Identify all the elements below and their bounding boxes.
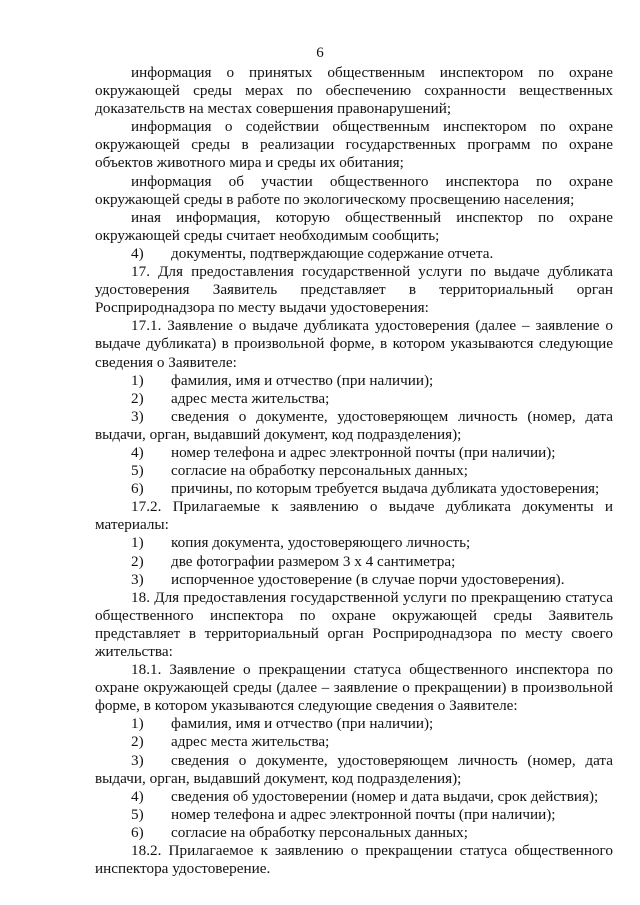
document-body: [95, 64, 613, 878]
list-item-text: испорченное удостоверение (в случае порчи удостоверения).: [171, 570, 565, 588]
list-item-number: 2): [131, 389, 144, 407]
list-item-text: причины, по которым требуется выдача дубликата удостоверения;: [171, 480, 600, 498]
page-number: 6: [316, 45, 324, 61]
paragraph: 17.2. Прилагаемые к заявлению о выдаче дубликата документы и материалы:: [95, 498, 613, 534]
paragraph: иная информация, которую общественный инспектор по охране окружающей среды считает необходимым сообщить;: [95, 208, 613, 244]
list-item: [95, 462, 613, 480]
list-item-text: согласие на обработку персональных данных;: [171, 823, 468, 841]
list-item: [95, 372, 613, 390]
list-item: [95, 553, 613, 571]
list-item: [95, 824, 613, 842]
list-item-text: номер телефона и адрес электронной почты (при наличии);: [171, 805, 556, 823]
list-item-text: документы, подтверждающие содержание отчета.: [171, 244, 494, 262]
list-item-text: адрес места жительства;: [171, 733, 330, 751]
list-item: [95, 733, 613, 751]
list-item-number: 4): [131, 443, 144, 461]
list-item-text: сведения об удостоверении (номер и дата выдачи, срок действия);: [171, 787, 599, 805]
list-item: [95, 534, 613, 552]
list-item-number: 3): [131, 570, 144, 588]
list-item: [95, 752, 613, 788]
paragraph: 18.2. Прилагаемое к заявлению о прекращении статуса общественного инспектора удостоверение.: [95, 842, 613, 878]
list-item-number: 1): [131, 371, 144, 389]
list-item-number: 5): [131, 462, 144, 480]
list-item-number: 3): [131, 407, 144, 425]
list-item-number: 1): [131, 534, 144, 552]
list-item-number: 3): [131, 751, 144, 769]
paragraph: информация о принятых общественным инспектором по охране окружающей среды мерах по обеспечению сохранности вещественных доказательств на местах совершения правонарушений;: [95, 64, 613, 118]
list-item: [95, 444, 613, 462]
list-item-text: согласие на обработку персональных данных;: [171, 462, 468, 480]
list-item-text: копия документа, удостоверяющего личность;: [171, 534, 471, 552]
list-item: [95, 806, 613, 824]
list-item: [95, 571, 613, 589]
list-item: [95, 715, 613, 733]
list-item-text: фамилия, имя и отчество (при наличии);: [171, 371, 434, 389]
list-item-text: сведения о документе, удостоверяющем личность (номер, дата выдачи, орган, выдавший документ, код подразделения);: [95, 751, 613, 787]
paragraph: 18. Для предоставления государственной услуги по прекращению статуса общественного инспектора по охране окружающей среды Заявитель представляет в территориальный орган Росприроднадзора по месту своего жительства:: [95, 588, 613, 660]
list-item: [95, 390, 613, 408]
list-item-number: 4): [131, 787, 144, 805]
paragraph: информация о содействии общественным инспектором по охране окружающей среды в реализации государственных программ по охране объектов животного мира и среды их обитания;: [95, 118, 613, 172]
list-item: [95, 408, 613, 444]
list-item: [95, 788, 613, 806]
list-item-number: 2): [131, 552, 144, 570]
list-item-number: 1): [131, 715, 144, 733]
list-item-text: фамилия, имя и отчество (при наличии);: [171, 715, 434, 733]
list-item-text: адрес места жительства;: [171, 389, 330, 407]
list-item-number: 4): [131, 244, 144, 262]
paragraph: 17. Для предоставления государственной услуги по выдаче дубликата удостоверения Заявитель представляет в территориальный орган Росприроднадзора по месту выдачи удостоверения:: [95, 263, 613, 317]
list-item-number: 6): [131, 480, 144, 498]
list-item-text: сведения о документе, удостоверяющем личность (номер, дата выдачи, орган, выдавший документ, код подразделения);: [95, 407, 613, 443]
paragraph: 17.1. Заявление о выдаче дубликата удостоверения (далее – заявление о выдаче дубликата) в произвольной форме, в котором указываются следующие сведения о Заявителе:: [95, 317, 613, 371]
list-item-text: номер телефона и адрес электронной почты (при наличии);: [171, 443, 556, 461]
list-item-text: две фотографии размером 3 x 4 сантиметра;: [171, 552, 456, 570]
list-item-number: 2): [131, 733, 144, 751]
paragraph: информация об участии общественного инспектора по охране окружающей среды в работе по экологическому просвещению населения;: [95, 172, 613, 208]
list-item-number: 6): [131, 823, 144, 841]
list-item: [95, 245, 613, 263]
list-item: [95, 480, 613, 498]
paragraph: 18.1. Заявление о прекращении статуса общественного инспектора по охране окружающей среды (далее – заявление о прекращении) в произвольной форме, в котором указываются следующие сведения о Заявителе:: [95, 661, 613, 715]
list-item-number: 5): [131, 805, 144, 823]
